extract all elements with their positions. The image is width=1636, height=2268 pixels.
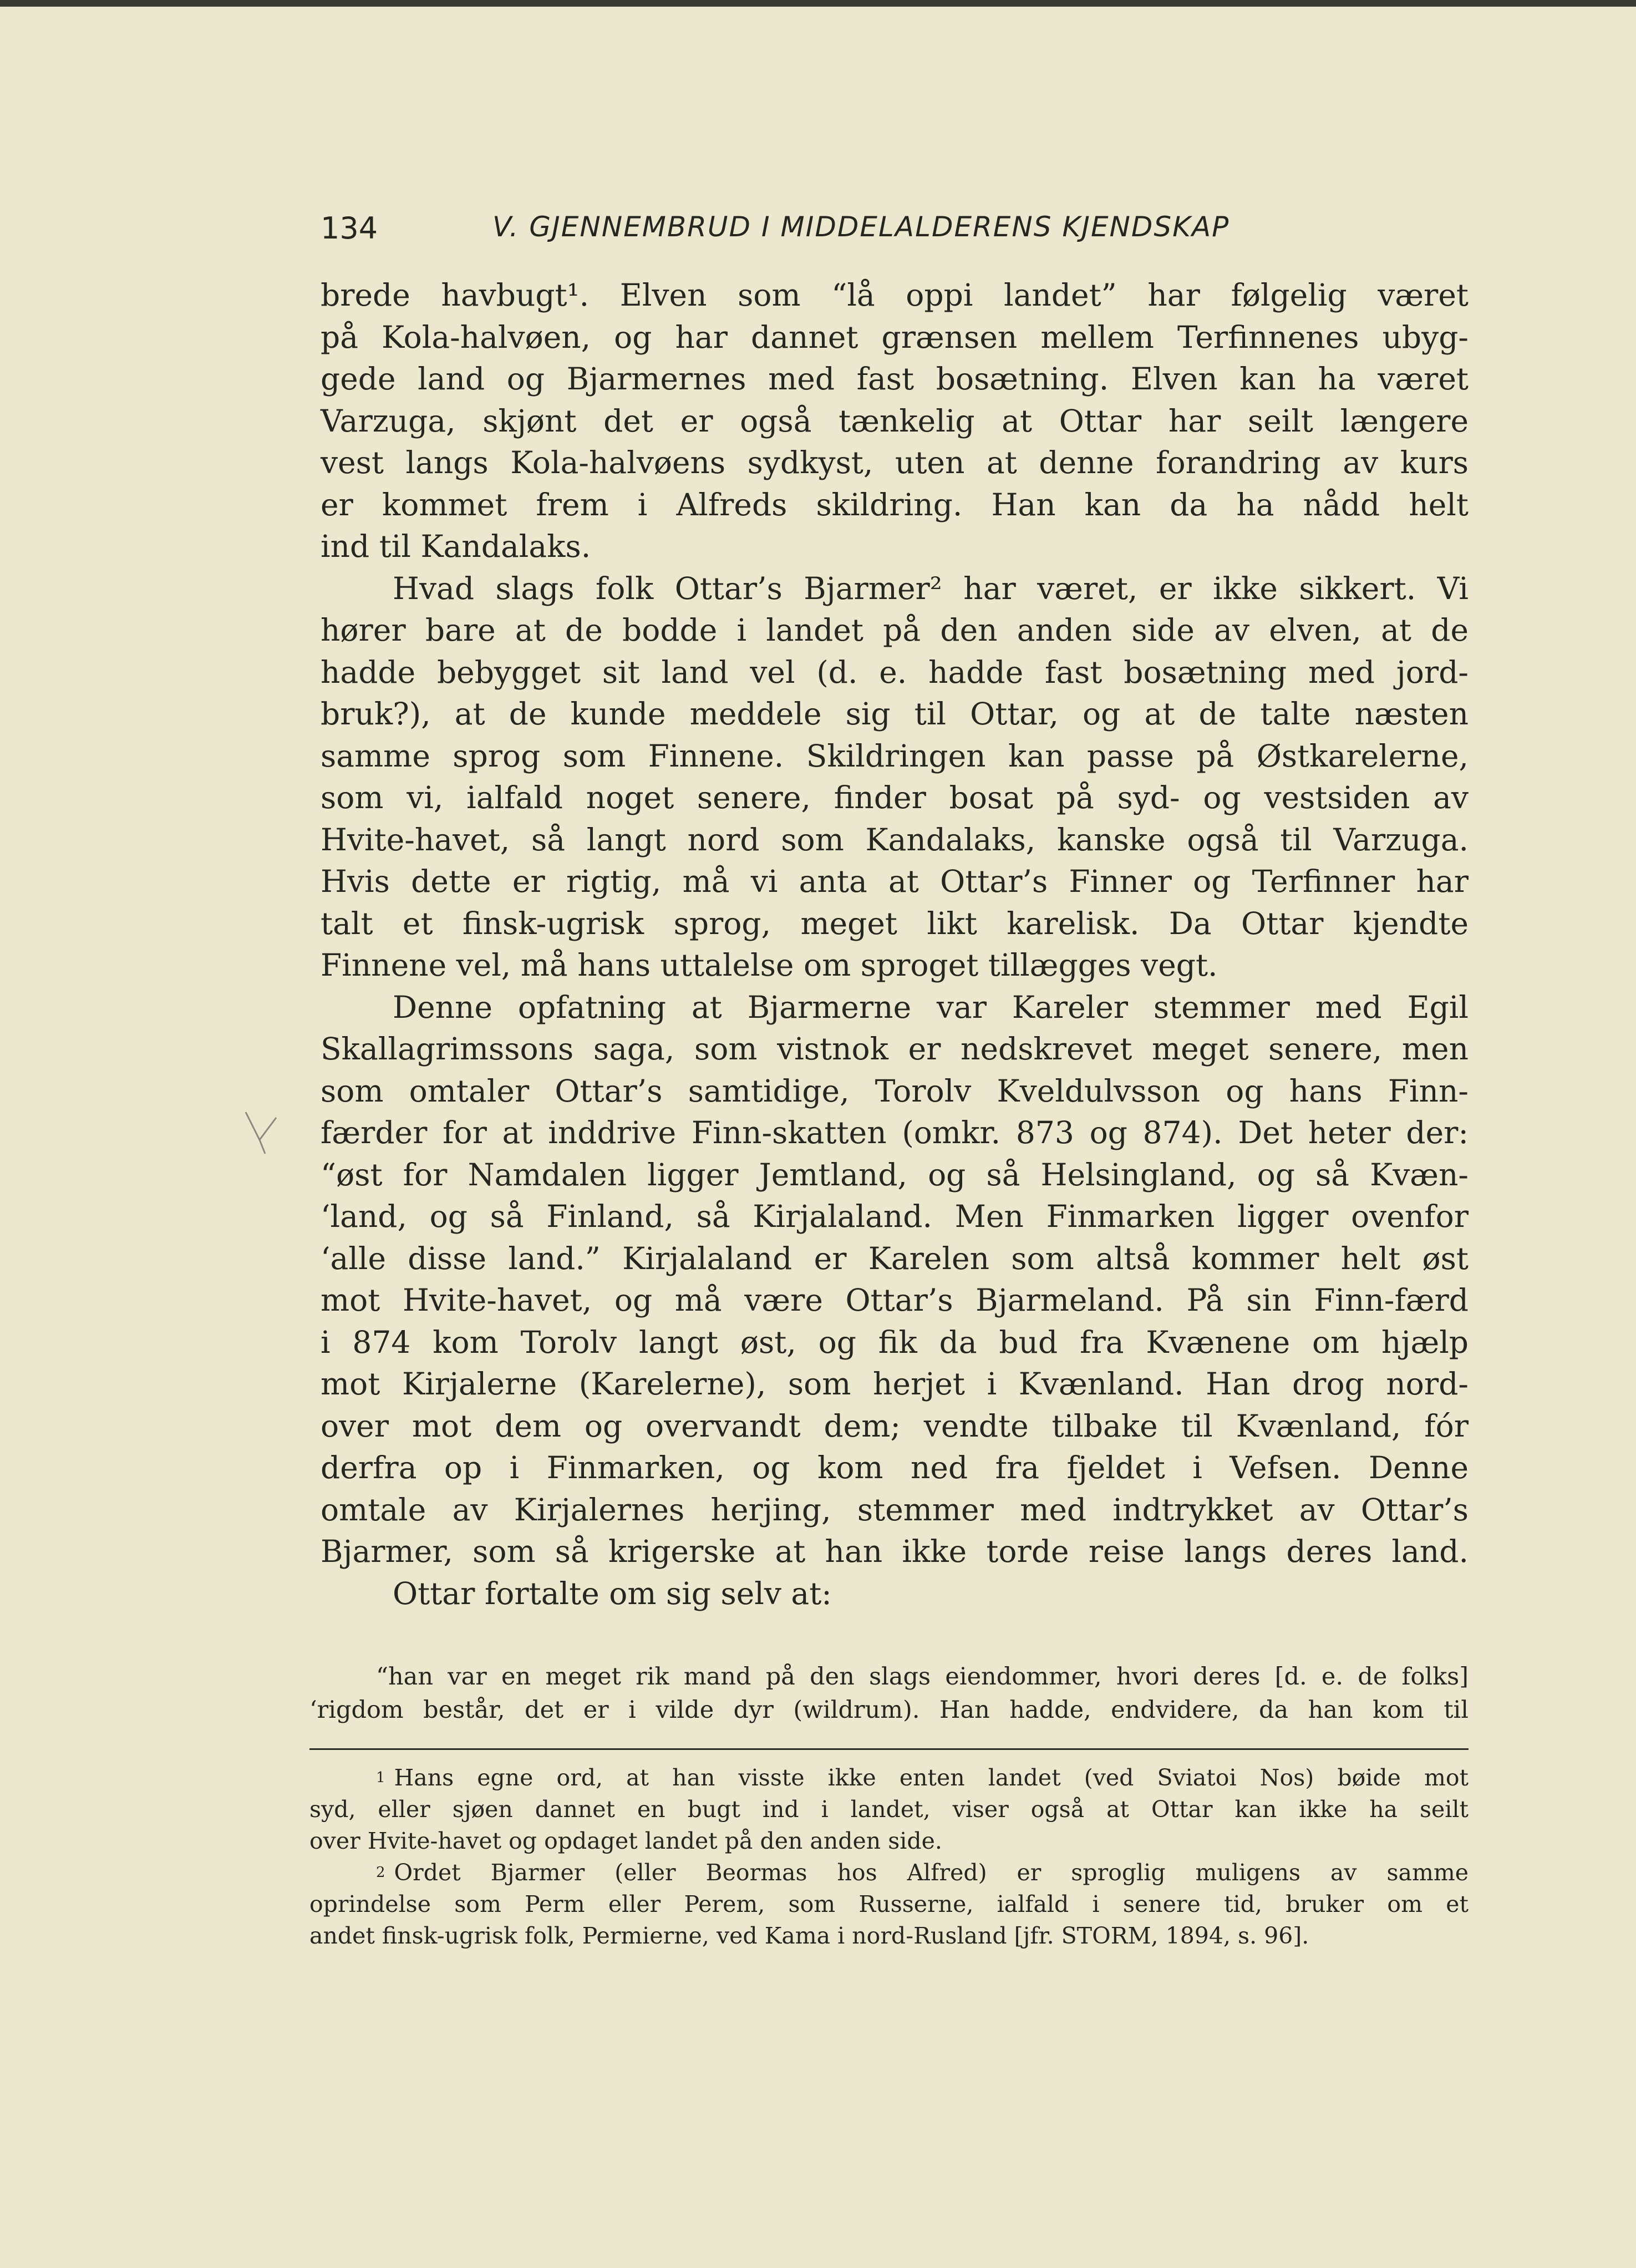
- text-line: færder for at inddrive Finn-skatten (omkr. 873 og 874). Det heter der:: [321, 1115, 1469, 1150]
- footnote-1-line: [309, 1762, 1469, 1794]
- footnote-1-line: over Hvite-havet og opdaget landet på den anden side.: [309, 1828, 942, 1854]
- text-line: gede land og Bjarmernes med fast bosætning. Elven kan ha været: [321, 361, 1469, 397]
- text-line: hadde bebygget sit land vel (d. e. hadde fast bosætning med jord-: [321, 654, 1469, 690]
- footnote-1-line: syd, eller sjøen dannet en bugt ind i landet, viser også at Ottar kan ikke ha seilt: [309, 1796, 1469, 1823]
- text-line: Skallagrimssons saga, som vistnok er nedskrevet meget senere, men: [321, 1031, 1469, 1067]
- footnote-2-line: [309, 1857, 1469, 1889]
- text-line: bruk?), at de kunde meddele sig til Ottar, og at de talte næsten: [321, 696, 1469, 732]
- quote-line: ‘rigdom består, det er i vilde dyr (wildrum). Han hadde, endvidere, da han kom til: [309, 1696, 1469, 1724]
- text-line: Bjarmer, som så krigerske at han ikke torde reise langs deres land.: [321, 1534, 1469, 1569]
- text-line: derfra op i Finmarken, og kom ned fra fjeldet i Vefsen. Denne: [321, 1450, 1469, 1485]
- footnote-1-text: Hans egne ord, at han visste ikke enten landet (ved Sviatoi Nos) bøide mot: [394, 1764, 1469, 1791]
- text-line: er kommet frem i Alfreds skildring. Han kan da ha nådd helt: [321, 486, 1469, 522]
- text-line: Denne opfatning at Bjarmerne var Kareler stemmer med Egil: [393, 989, 1469, 1025]
- footnote-rule: [309, 1748, 1469, 1750]
- scan-top-edge: [0, 0, 1636, 7]
- text-line: Finnene vel, må hans uttalelse om sproget tillægges vegt.: [321, 947, 1218, 983]
- text-line: Hvite-havet, så langt nord som Kandalaks, kanske også til Varzuga.: [321, 821, 1469, 858]
- block-quote: [309, 1660, 1469, 1727]
- text-line: som vi, ialfald noget senere, finder bosat på syd- og vestsiden av: [321, 780, 1469, 815]
- text-line: over mot dem og overvandt dem; vendte tilbake til Kvænland, fór: [321, 1408, 1469, 1444]
- footnote-2-marker: 2: [376, 1864, 385, 1881]
- text-line: i 874 kom Torolv langt øst, og fik da bud fra Kvænene om hjælp: [321, 1324, 1469, 1360]
- quote-line: “han var en meget rik mand på den slags eiendommer, hvori deres [d. e. de folks]: [376, 1663, 1469, 1691]
- text-line: Hvad slags folk Ottar’s Bjarmer² har været, er ikke sikkert. Vi: [393, 570, 1469, 606]
- margin-pencil-mark: [243, 1109, 282, 1156]
- text-line: vest langs Kola-halvøens sydkyst, uten at denne forandring av kurs: [321, 445, 1469, 480]
- text-line: mot Kirjalerne (Karelerne), som herjet i Kvænland. Han drog nord-: [321, 1366, 1469, 1402]
- page-header: [321, 211, 1347, 261]
- text-line: mot Hvite-havet, og må være Ottar’s Bjarmeland. På sin Finn-færd: [321, 1282, 1469, 1318]
- text-line: “øst for Namdalen ligger Jemtland, og så Helsingland, og så Kvæn-: [321, 1156, 1469, 1193]
- text-line: talt et finsk-ugrisk sprog, meget likt karelisk. Da Ottar kjendte: [321, 905, 1469, 941]
- text-line: brede havbugt¹. Elven som “lå oppi landet” har følgelig været: [321, 277, 1469, 313]
- footnote-2-line: oprindelse som Perm eller Perem, som Russerne, ialfald i senere tid, bruker om et: [309, 1891, 1469, 1917]
- footnote-1-marker: 1: [376, 1769, 385, 1786]
- text-line: hører bare at de bodde i landet på den anden side av elven, at de: [321, 612, 1469, 648]
- text-line: ‘alle disse land.” Kirjalaland er Karelen som altså kommer helt øst: [321, 1240, 1469, 1276]
- text-line: samme sprog som Finnene. Skildringen kan passe på Østkarelerne,: [321, 738, 1469, 774]
- text-line: Varzuga, skjønt det er også tænkelig at Ottar har seilt længere: [321, 403, 1469, 439]
- running-head: V. GJENNEMBRUD I MIDDELALDERENS KJENDSKAP: [492, 211, 1230, 243]
- page-number: 134: [321, 211, 378, 246]
- footnotes: [309, 1762, 1469, 1952]
- text-line: som omtaler Ottar’s samtidige, Torolv Kveldulvsson og hans Finn-: [321, 1073, 1469, 1109]
- footnote-2-line: andet finsk-ugrisk folk, Permierne, ved Kama i nord-Rusland [jfr. STORM, 1894, s. 96].: [309, 1922, 1309, 1949]
- footnote-2-text: Ordet Bjarmer (eller Beormas hos Alfred) er sproglig muligens av samme: [394, 1859, 1469, 1886]
- text-line: ind til Kandalaks.: [321, 529, 591, 564]
- text-line: Hvis dette er rigtig, må vi anta at Ottar’s Finner og Terfinner har: [321, 864, 1469, 899]
- text-line: omtale av Kirjalernes herjing, stemmer med indtrykket av Ottar’s: [321, 1491, 1469, 1528]
- text-line: Ottar fortalte om sig selv at:: [393, 1575, 832, 1611]
- text-line: på Kola-halvøen, og har dannet grænsen mellem Terfinnenes ubyg-: [321, 319, 1469, 355]
- main-text: [321, 275, 1469, 1615]
- text-line: ‘land, og så Finland, så Kirjalaland. Men Finmarken ligger ovenfor: [321, 1199, 1469, 1234]
